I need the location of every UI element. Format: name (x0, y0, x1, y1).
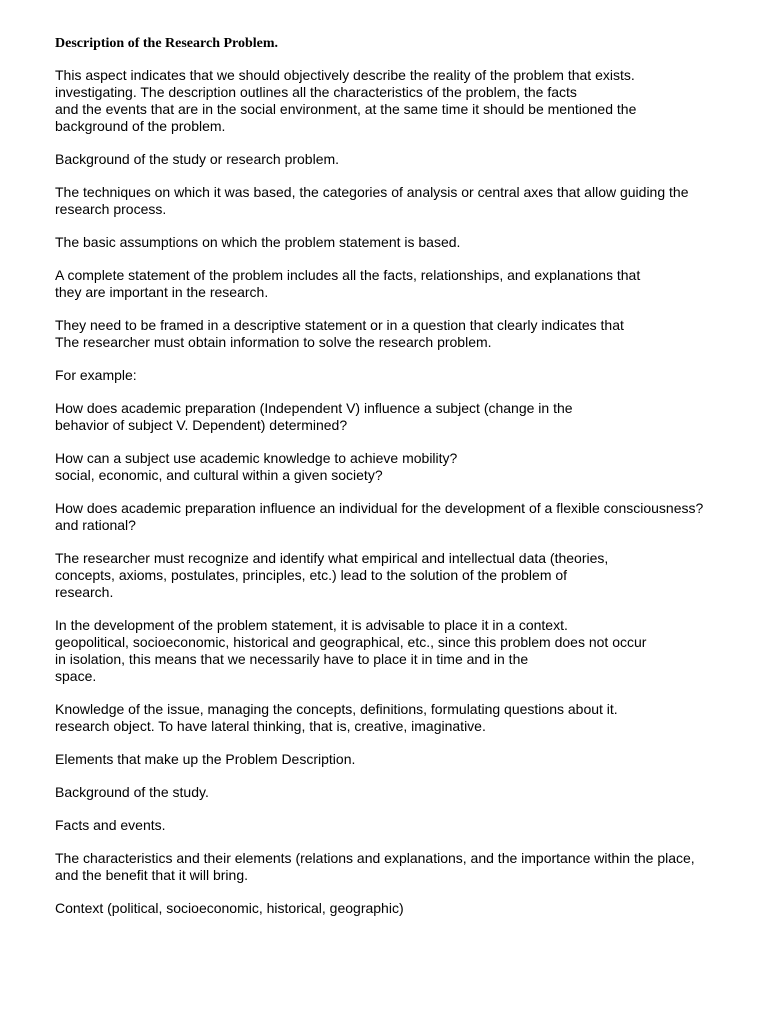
text-line: How does academic preparation influence an individual for the development of a flexible consciousness? (55, 500, 704, 516)
paragraph (55, 817, 768, 834)
paragraph (55, 850, 768, 884)
text-line: and the events that are in the social environment, at the same time it should be mentioned the (55, 101, 637, 117)
text-line: The basic assumptions on which the problem statement is based. (55, 234, 461, 250)
text-line: For example: (55, 367, 137, 383)
text-line: Knowledge of the issue, managing the concepts, definitions, formulating questions about it. (55, 701, 618, 717)
text-line: research. (55, 584, 114, 600)
text-line: The researcher must obtain information to solve the research problem. (55, 334, 492, 350)
text-line: How can a subject use academic knowledge to achieve mobility? (55, 450, 458, 466)
paragraph (55, 234, 768, 251)
paragraph (55, 184, 768, 218)
paragraph (55, 317, 768, 351)
paragraph (55, 701, 768, 735)
paragraph (55, 500, 768, 534)
text-line: Context (political, socioeconomic, historical, geographic) (55, 900, 404, 916)
text-line: Facts and events. (55, 817, 166, 833)
text-line: They need to be framed in a descriptive statement or in a question that clearly indicates that (55, 317, 624, 333)
text-line: Background of the study or research problem. (55, 151, 340, 167)
paragraph (55, 67, 768, 135)
text-line: space. (55, 668, 97, 684)
paragraph (55, 751, 768, 768)
text-line: they are important in the research. (55, 284, 269, 300)
text-line: in isolation, this means that we necessarily have to place it in time and in the (55, 651, 529, 667)
text-line: and the benefit that it will bring. (55, 867, 249, 883)
paragraph (55, 151, 768, 168)
text-line: In the development of the problem statement, it is advisable to place it in a context. (55, 617, 568, 633)
text-line: research process. (55, 201, 167, 217)
paragraph (55, 784, 768, 801)
paragraph (55, 900, 768, 917)
text-line: Background of the study. (55, 784, 209, 800)
paragraph (55, 450, 768, 484)
text-line: This aspect indicates that we should objectively describe the reality of the problem that exists. (55, 67, 635, 83)
text-line: A complete statement of the problem includes all the facts, relationships, and explanations that (55, 267, 641, 283)
paragraph (55, 400, 768, 434)
text-line: The researcher must recognize and identify what empirical and intellectual data (theories, (55, 550, 609, 566)
text-line: background of the problem. (55, 118, 226, 134)
text-line: and rational? (55, 517, 136, 533)
document-body (55, 67, 768, 933)
paragraph (55, 367, 768, 384)
text-line: geopolitical, socioeconomic, historical and geographical, etc., since this problem does not occur (55, 634, 647, 650)
text-line: social, economic, and cultural within a given society? (55, 467, 383, 483)
text-line: The techniques on which it was based, the categories of analysis or central axes that allow guiding the (55, 184, 689, 200)
text-line: research object. To have lateral thinking, that is, creative, imaginative. (55, 718, 486, 734)
paragraph (55, 550, 768, 601)
paragraph (55, 617, 768, 685)
document-title: Description of the Research Problem. (55, 36, 279, 51)
text-line: How does academic preparation (Independent V) influence a subject (change in the (55, 400, 573, 416)
text-line: concepts, axioms, postulates, principles, etc.) lead to the solution of the problem of (55, 567, 568, 583)
text-line: Elements that make up the Problem Description. (55, 751, 356, 767)
paragraph (55, 267, 768, 301)
text-line: behavior of subject V. Dependent) determined? (55, 417, 348, 433)
text-line: The characteristics and their elements (relations and explanations, and the importance within the place, (55, 850, 695, 866)
text-line: investigating. The description outlines all the characteristics of the problem, the facts (55, 84, 577, 100)
